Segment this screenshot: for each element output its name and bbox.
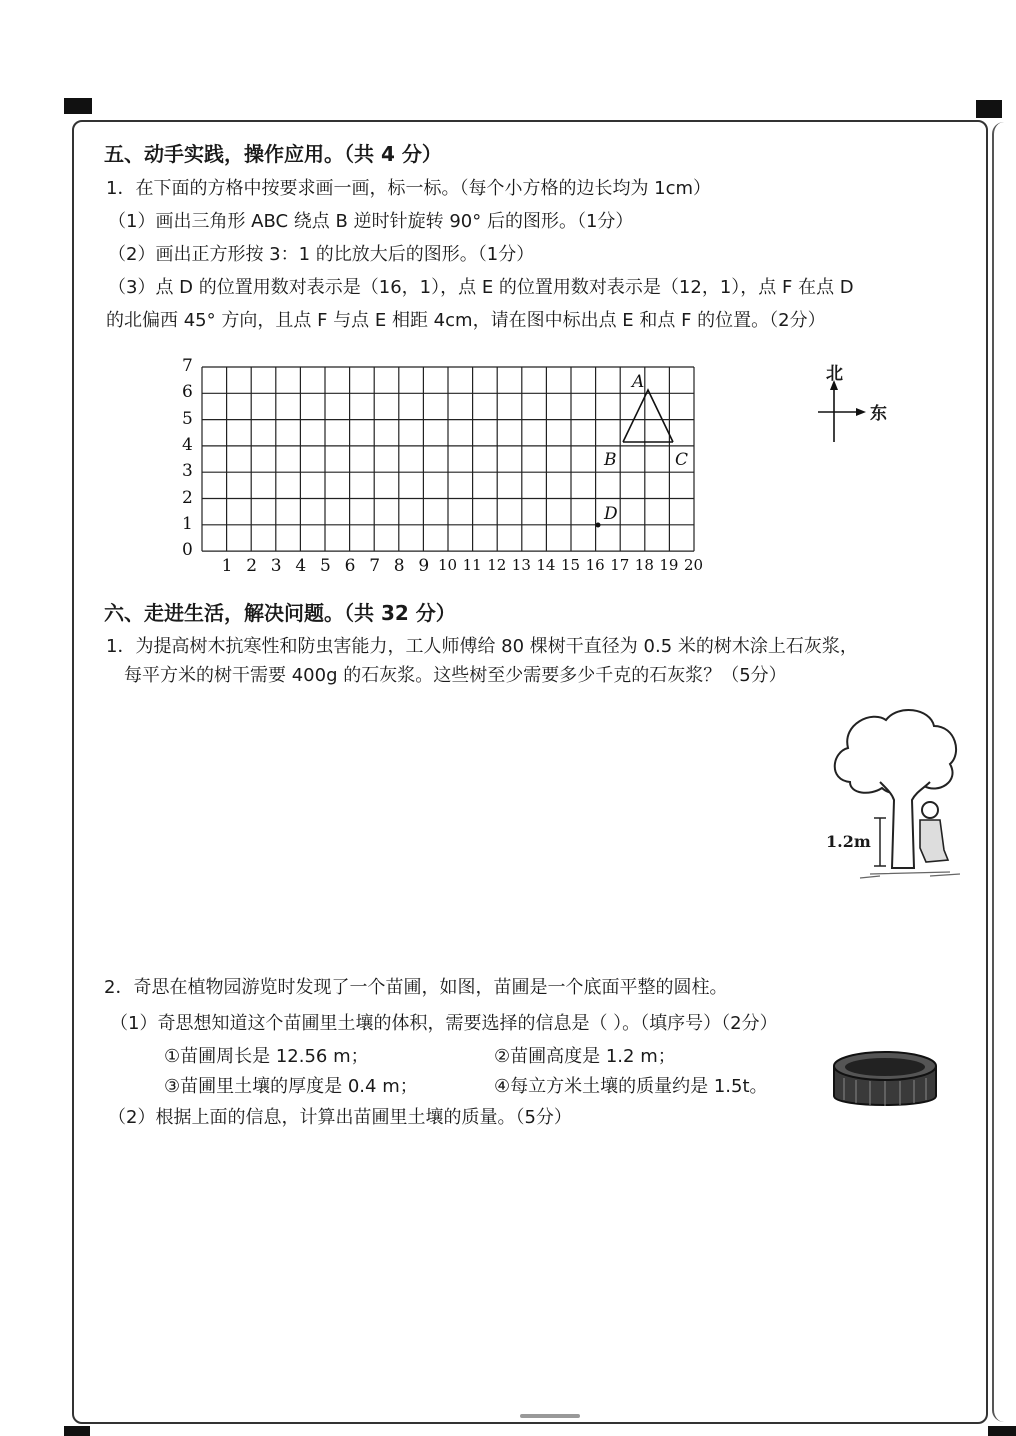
x-tick-label: 9 bbox=[418, 556, 430, 576]
x-tick-label: 7 bbox=[369, 556, 381, 576]
x-tick-label: 3 bbox=[270, 556, 282, 576]
x-tick-label: 13 bbox=[511, 556, 531, 574]
point-d-dot bbox=[596, 523, 601, 528]
registration-mark-top-left bbox=[64, 98, 92, 114]
x-tick-label: 8 bbox=[393, 556, 405, 576]
option-1: ①苗圃周长是 12.56 m； bbox=[164, 1046, 369, 1067]
tree-illustration bbox=[820, 700, 970, 882]
triangle-abc bbox=[623, 390, 673, 442]
point-label-b: B bbox=[604, 450, 617, 470]
y-tick-label: 3 bbox=[182, 461, 193, 482]
x-tick-label: 2 bbox=[246, 556, 258, 576]
registration-mark-bottom-right bbox=[988, 1426, 1016, 1436]
section6-q1a: 1．为提高树木抗寒性和防虫害能力，工人师傅给 80 棵树干直径为 0.5 米的树木涂上石灰浆， bbox=[106, 636, 858, 657]
y-tick-label: 6 bbox=[182, 382, 193, 403]
y-tick-label: 4 bbox=[182, 434, 193, 455]
grid-svg bbox=[196, 362, 702, 558]
x-tick-label: 20 bbox=[684, 556, 704, 574]
x-tick-label: 18 bbox=[634, 556, 654, 574]
y-tick-label: 0 bbox=[182, 540, 193, 561]
x-tick-label: 4 bbox=[295, 556, 307, 576]
compass-north-label: 北 bbox=[826, 364, 843, 384]
footer-smudge bbox=[520, 1414, 580, 1418]
section5-q1: 1．在下面的方格中按要求画一画，标一标。（每个小方格的边长均为 1cm） bbox=[106, 178, 712, 199]
x-tick-label: 12 bbox=[487, 556, 507, 574]
section6-q2-1: （1）奇思想知道这个苗圃里土壤的体积，需要选择的信息是（ ）。（填序号）（2分） bbox=[110, 1013, 778, 1034]
section6-q2: 2．奇思在植物园游览时发现了一个苗圃，如图，苗圃是一个底面平整的圆柱。 bbox=[104, 977, 728, 998]
x-tick-label: 16 bbox=[585, 556, 605, 574]
y-tick-label: 2 bbox=[182, 487, 193, 508]
x-tick-label: 15 bbox=[561, 556, 581, 574]
point-label-a: A bbox=[632, 372, 645, 392]
y-tick-label: 7 bbox=[182, 356, 193, 376]
x-tick-label: 1 bbox=[221, 556, 233, 576]
tree-height-label: 1.2m bbox=[826, 832, 871, 851]
next-page-border bbox=[992, 122, 1016, 1422]
compass-east-label: 东 bbox=[870, 404, 887, 424]
tree-icon bbox=[820, 700, 970, 882]
y-tick-label: 5 bbox=[182, 408, 193, 429]
x-tick-label: 6 bbox=[344, 556, 356, 576]
cylinder-icon bbox=[830, 1044, 940, 1114]
compass-rose bbox=[812, 362, 892, 448]
point-label-c: C bbox=[675, 450, 689, 470]
x-tick-label: 14 bbox=[536, 556, 556, 574]
section6-q1b: 每平方米的树干需要 400g 的石灰浆。这些树至少需要多少千克的石灰浆？（5分） bbox=[124, 665, 787, 686]
section6-heading: 六、走进生活，解决问题。（共 32 分） bbox=[104, 601, 456, 625]
option-3: ③苗圃里土壤的厚度是 0.4 m； bbox=[164, 1076, 418, 1097]
x-tick-label: 11 bbox=[462, 556, 482, 574]
section5-heading: 五、动手实践，操作应用。（共 4 分） bbox=[104, 142, 442, 166]
x-tick-label: 17 bbox=[610, 556, 630, 574]
section5-q1-2: （2）画出正方形按 3：1 的比放大后的图形。（1分） bbox=[108, 244, 535, 265]
point-label-d: D bbox=[604, 504, 618, 524]
nursery-cylinder-photo bbox=[830, 1044, 940, 1114]
section6-q2-2: （2）根据上面的信息，计算出苗圃里土壤的质量。（5分） bbox=[108, 1107, 572, 1128]
option-4: ④每立方米土壤的质量约是 1.5t。 bbox=[494, 1076, 768, 1097]
section5-q1-3b: 的北偏西 45° 方向，且点 F 与点 E 相距 4cm，请在图中标出点 E 和点 F 的位置。（2分） bbox=[106, 310, 826, 331]
x-tick-label: 19 bbox=[659, 556, 679, 574]
section5-q1-1: （1）画出三角形 ABC 绕点 B 逆时针旋转 90° 后的图形。（1分） bbox=[108, 211, 634, 232]
y-tick-label: 1 bbox=[182, 513, 193, 534]
section5-q1-3a: （3）点 D 的位置用数对表示是（16，1），点 E 的位置用数对表示是（12，1），点 F 在点 D bbox=[108, 277, 854, 298]
registration-mark-top-right bbox=[976, 100, 1002, 118]
x-tick-label: 10 bbox=[438, 556, 458, 574]
option-2: ②苗圃高度是 1.2 m； bbox=[494, 1046, 676, 1067]
x-tick-label: 5 bbox=[320, 556, 331, 576]
registration-mark-bottom-left bbox=[64, 1426, 90, 1436]
